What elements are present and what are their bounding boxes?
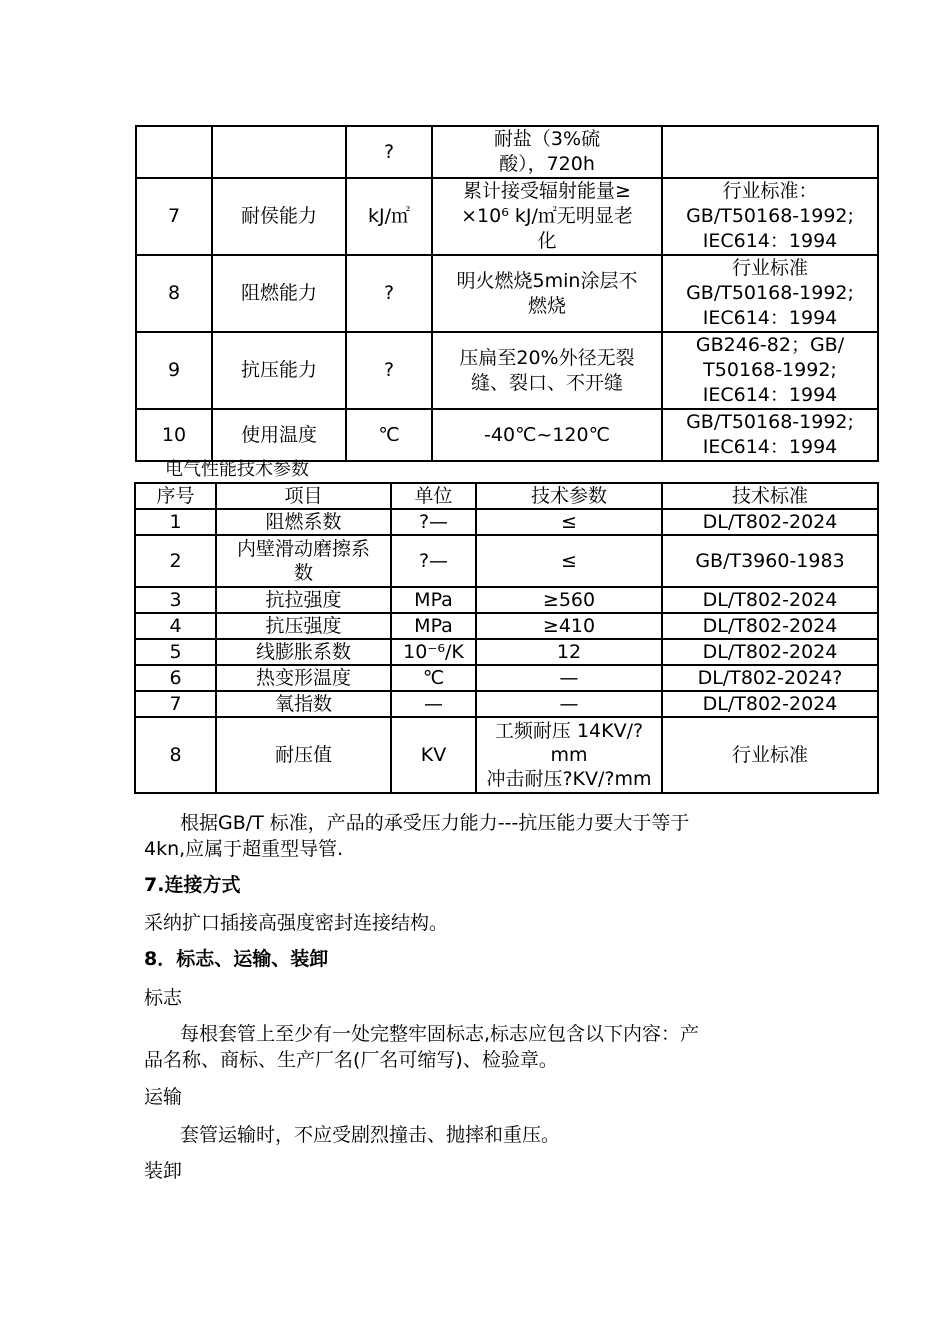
row-number: 5 <box>135 639 216 665</box>
row-item: 热变形温度 <box>216 665 391 691</box>
row-standard: GB/T50168-1992; IEC614：1994 <box>662 409 878 461</box>
row-unit: ?— <box>391 535 476 587</box>
row-number: 8 <box>135 717 216 793</box>
row-unit: ℃ <box>391 665 476 691</box>
row-number <box>136 126 212 178</box>
transport-paragraph: 套管运输时，不应受剧烈撞击、抛摔和重压。 <box>180 1124 561 1146</box>
row-param: ≤ <box>476 535 662 587</box>
connection-paragraph: 采纳扩口插接高强度密封连接结构。 <box>144 912 449 934</box>
table-row <box>136 332 878 409</box>
row-standard: DL/T802-2024? <box>662 665 878 691</box>
row-item: 氧指数 <box>216 691 391 717</box>
row-item: 使用温度 <box>212 409 346 461</box>
header-standard: 技术标准 <box>662 483 878 509</box>
marking-paragraph: 每根套管上至少有一处完整牢固标志,标志应包含以下内容：产 品名称、商标、生产厂名(厂名可缩写)、检验章。 <box>144 1023 700 1071</box>
row-standard: DL/T802-2024 <box>662 691 878 717</box>
row-standard: 行业标准： GB/T50168-1992; IEC614：1994 <box>662 178 878 255</box>
row-item: 抗压强度 <box>216 613 391 639</box>
table-row <box>135 587 878 613</box>
row-number: 10 <box>136 409 212 461</box>
row-param: 明火燃烧5min涂层不 燃烧 <box>432 255 662 332</box>
table-row <box>135 613 878 639</box>
row-unit: ? <box>346 126 432 178</box>
table-row <box>136 255 878 332</box>
electrical-params-table <box>134 482 879 794</box>
row-standard: GB246-82；GB/ T50168-1992; IEC614：1994 <box>662 332 878 409</box>
section-heading-connection: 7.连接方式 <box>144 874 241 896</box>
row-param: ≥410 <box>476 613 662 639</box>
row-item: 阻燃能力 <box>212 255 346 332</box>
pressure-note-paragraph: 根据GB/T 标准，产品的承受压力能力---抗压能力要大于等于 4kn,应属于超重型导管. <box>144 812 690 860</box>
row-param: — <box>476 665 662 691</box>
row-param: 工频耐压 14KV/? mm 冲击耐压?KV/?mm <box>476 717 662 793</box>
table-row <box>135 691 878 717</box>
row-param: 12 <box>476 639 662 665</box>
row-item: 阻燃系数 <box>216 509 391 535</box>
table-row <box>136 126 878 178</box>
row-number: 7 <box>136 178 212 255</box>
row-number: 6 <box>135 665 216 691</box>
row-item: 耐侯能力 <box>212 178 346 255</box>
row-unit: ℃ <box>346 409 432 461</box>
section-heading-marking-transport: 8．标志、运输、装卸 <box>144 948 329 970</box>
subheading-loading: 装卸 <box>144 1160 183 1182</box>
table-row <box>136 178 878 255</box>
row-standard: DL/T802-2024 <box>662 639 878 665</box>
row-standard: DL/T802-2024 <box>662 587 878 613</box>
row-number: 1 <box>135 509 216 535</box>
table-row <box>135 535 878 587</box>
row-unit: 10⁻⁶/K <box>391 639 476 665</box>
table-row <box>135 509 878 535</box>
row-param: — <box>476 691 662 717</box>
row-item: 线膨胀系数 <box>216 639 391 665</box>
header-number: 序号 <box>135 483 216 509</box>
table-row <box>135 639 878 665</box>
row-unit: MPa <box>391 613 476 639</box>
row-unit: MPa <box>391 587 476 613</box>
row-standard: 行业标准 GB/T50168-1992; IEC614：1994 <box>662 255 878 332</box>
table-row <box>136 409 878 461</box>
row-unit: ? <box>346 332 432 409</box>
row-param: ≥560 <box>476 587 662 613</box>
row-item <box>212 126 346 178</box>
subheading-transport: 运输 <box>144 1086 183 1108</box>
row-unit: ?— <box>391 509 476 535</box>
row-param: 耐盐（3%硫 酸），720h <box>432 126 662 178</box>
row-standard: 行业标准 <box>662 717 878 793</box>
row-standard: GB/T3960-1983 <box>662 535 878 587</box>
row-param: -40℃~120℃ <box>432 409 662 461</box>
row-number: 8 <box>136 255 212 332</box>
row-number: 3 <box>135 587 216 613</box>
subheading-marking: 标志 <box>144 987 183 1009</box>
row-unit: — <box>391 691 476 717</box>
row-param: 累计接受辐射能量≥ ×10⁶ kJ/㎡无明显老 化 <box>432 178 662 255</box>
row-param: ≤ <box>476 509 662 535</box>
row-standard: DL/T802-2024 <box>662 509 878 535</box>
row-standard <box>662 126 878 178</box>
row-param: 压扁至20%外径无裂 缝、裂口、不开缝 <box>432 332 662 409</box>
header-unit: 单位 <box>391 483 476 509</box>
row-number: 4 <box>135 613 216 639</box>
row-item: 内壁滑动磨擦系 数 <box>216 535 391 587</box>
row-standard: DL/T802-2024 <box>662 613 878 639</box>
row-item: 抗拉强度 <box>216 587 391 613</box>
row-item: 耐压值 <box>216 717 391 793</box>
mechanical-params-table <box>135 125 879 462</box>
row-unit: ? <box>346 255 432 332</box>
table-header-row <box>135 483 878 509</box>
row-number: 9 <box>136 332 212 409</box>
row-unit: kJ/㎡ <box>346 178 432 255</box>
header-param: 技术参数 <box>476 483 662 509</box>
header-item: 项目 <box>216 483 391 509</box>
row-number: 7 <box>135 691 216 717</box>
table-caption: 电气性能技术参数 <box>165 459 309 480</box>
row-item: 抗压能力 <box>212 332 346 409</box>
row-unit: KV <box>391 717 476 793</box>
table-row <box>135 717 878 793</box>
row-number: 2 <box>135 535 216 587</box>
table-row <box>135 665 878 691</box>
